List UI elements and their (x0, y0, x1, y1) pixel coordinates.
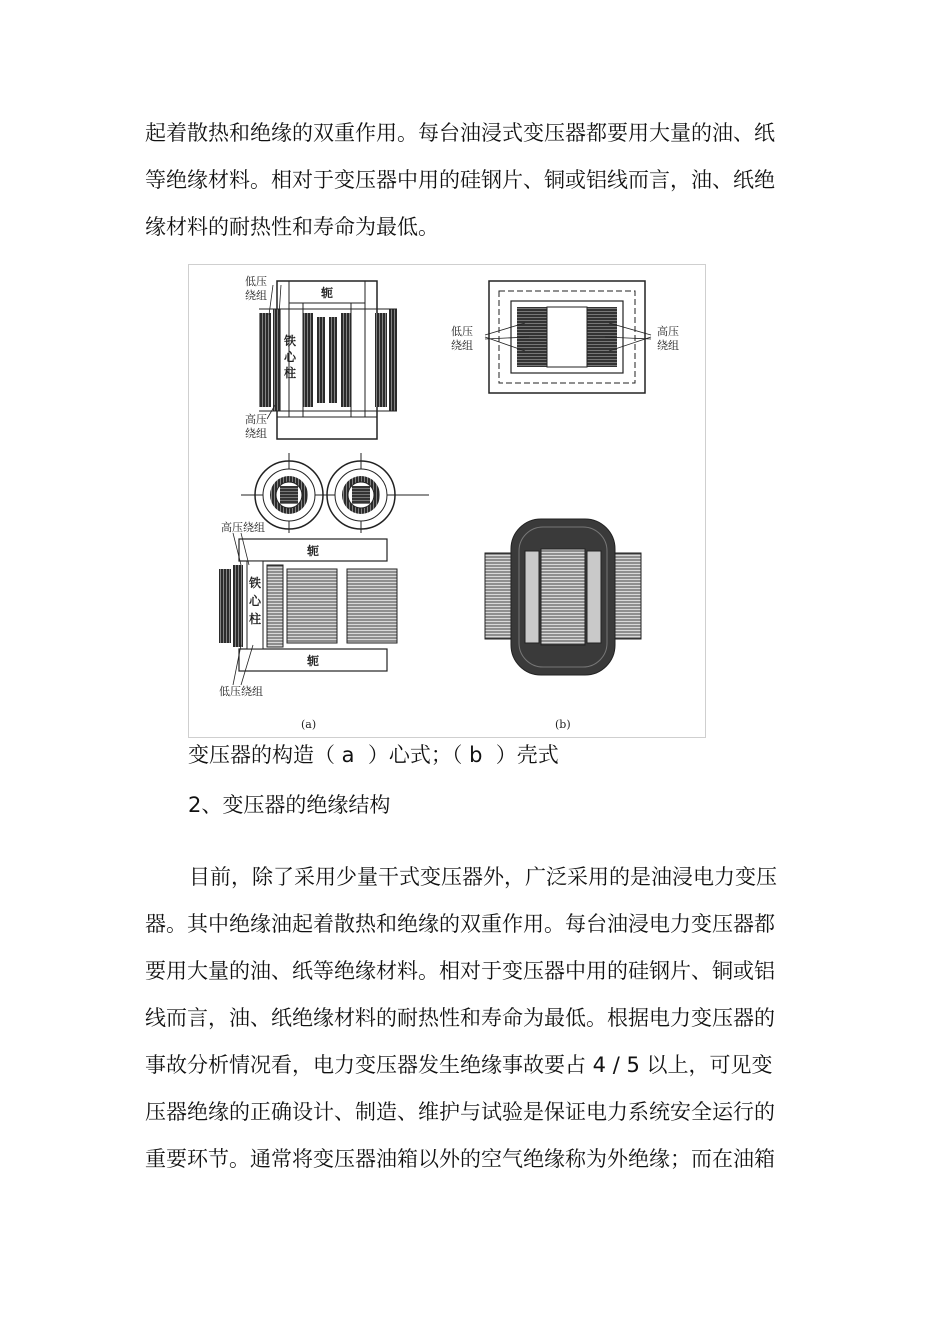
transformer-diagram (189, 265, 705, 737)
label-mark-b: (b) (555, 718, 571, 731)
paragraph-intro (145, 110, 810, 251)
text-line: 线而言，油、纸绝缘材料的耐热性和寿命为最低。根据电力变压器的 (145, 1006, 775, 1030)
label-core-1: 铁 (284, 334, 297, 348)
label-core-b1: 铁 (249, 576, 262, 590)
label-shell-low-2: 绕组 (451, 339, 473, 352)
text-line: 重要环节。通常将变压器油箱以外的空气绝缘称为外绝缘；而在油箱 (145, 1147, 775, 1171)
label-low-winding-bottom: 低压绕组 (219, 685, 263, 698)
text-line: 压器绝缘的正确设计、制造、维护与试验是保证电力系统安全运行的 (145, 1100, 775, 1124)
text-line: 要用大量的油、纸等绝缘材料。相对于变压器中用的硅钢片、铜或铝 (145, 959, 775, 983)
core-type-section-view (241, 453, 429, 533)
label-mark-a: (a) (301, 718, 317, 731)
transformer-figure (188, 264, 706, 738)
label-low-winding-2: 绕组 (245, 289, 267, 302)
label-yoke-b2: 轭 (307, 654, 320, 668)
core-type-detail-view (219, 520, 397, 731)
section-heading: 2、变压器的绝缘结构 (188, 793, 391, 817)
text-line: 事故分析情况看，电力变压器发生绝缘事故要占 4 / 5 以上，可见变 (145, 1053, 773, 1077)
shell-type-front-view (451, 281, 679, 393)
text-line: 缘材料的耐热性和寿命为最低。 (145, 215, 439, 239)
paragraph-insulation (145, 854, 810, 1183)
label-core-b3: 柱 (249, 612, 262, 626)
text-line: 等绝缘材料。相对于变压器中用的硅钢片、铜或铝线而言，油、纸绝 (145, 168, 775, 192)
label-shell-low-1: 低压 (451, 325, 473, 338)
label-core-2: 心 (284, 350, 297, 364)
label-low-winding-1: 低压 (245, 275, 267, 288)
label-core-b2: 心 (249, 594, 262, 608)
label-high-winding-1: 高压 (245, 413, 267, 426)
text-line: 器。其中绝缘油起着散热和绝缘的双重作用。每台油浸电力变压器都 (145, 912, 775, 936)
label-shell-high-2: 绕组 (657, 339, 679, 352)
label-core-3: 柱 (284, 366, 297, 380)
label-shell-high-1: 高压 (657, 325, 679, 338)
label-yoke: 轭 (321, 286, 334, 300)
text-line: 起着散热和绝缘的双重作用。每台油浸式变压器都要用大量的油、纸 (145, 121, 775, 145)
label-high-winding-bottom: 高压绕组 (221, 521, 265, 534)
label-yoke-b1: 轭 (307, 544, 320, 558)
figure-caption: 变压器的构造（ a ）心式；（ b ）壳式 (188, 743, 559, 767)
text-line: 目前，除了采用少量干式变压器外，广泛采用的是油浸电力变压 (189, 865, 777, 889)
core-type-front-view (245, 275, 397, 440)
shell-type-detail-view (485, 519, 641, 731)
label-high-winding-2: 绕组 (245, 427, 267, 440)
